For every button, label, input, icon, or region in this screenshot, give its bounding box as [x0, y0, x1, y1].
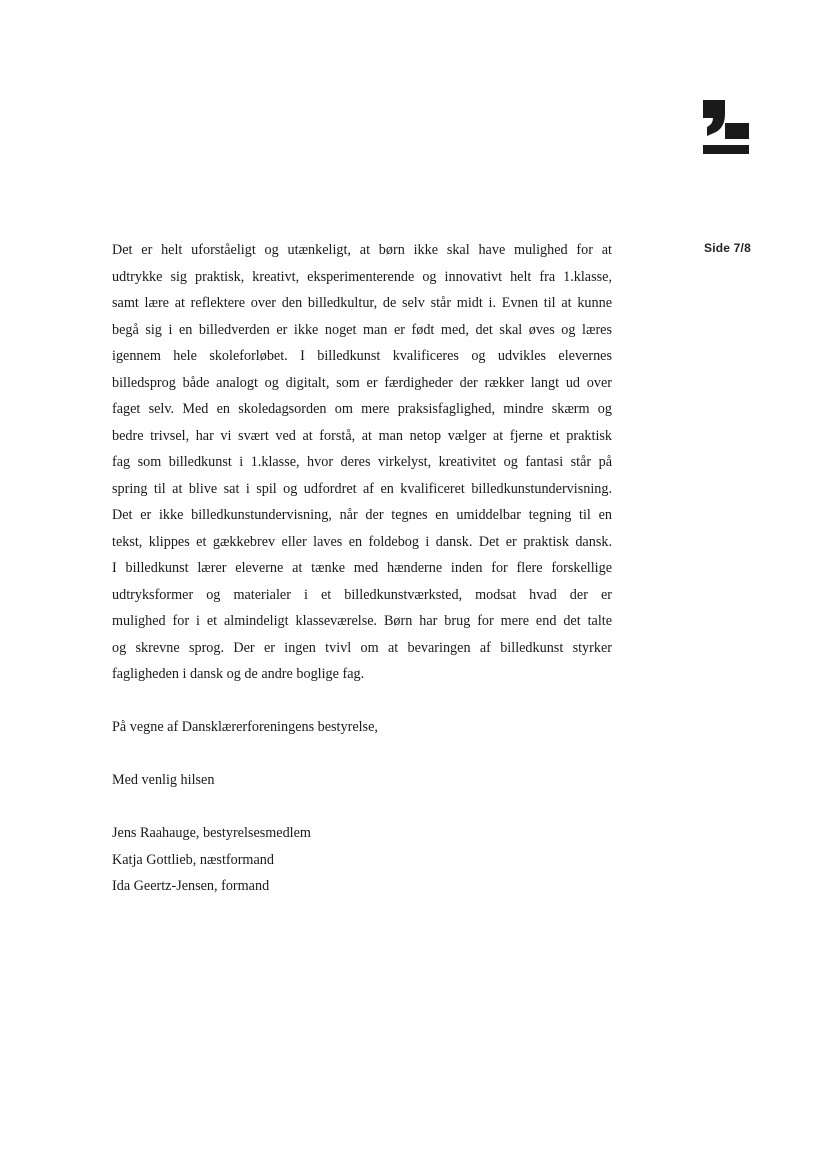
dansklaererforeningen-logo [703, 100, 749, 154]
body-line: udtrykke sig praktisk, kreativt, eksperimenterende og innovativt helt fra 1.klasse, [112, 268, 612, 285]
body-line: fagligheden i dansk og de andre boglige fag. [112, 666, 365, 682]
body-line: faget selv. Med en skoledagsorden om mere praksisfaglighed, mindre skærm og [112, 401, 612, 417]
body-paragraph [112, 237, 612, 688]
signature-line: Jens Raahauge, bestyrelsesmedlem [112, 825, 311, 841]
body-line: Det er ikke billedkunstundervisning, når der tegnes en umiddelbar tegning til en [112, 507, 612, 523]
signature-line: Katja Gottlieb, næstformand [112, 851, 274, 868]
closing-intro: På vegne af Dansklærerforeningens bestyrelse, [112, 719, 378, 735]
body-line: begå sig i en billedverden er ikke noget man er født med, det skal øves og læres [112, 321, 612, 338]
body-line: billedsprog både analogt og digitalt, som er færdigheder der rækker langt ud over [112, 374, 612, 391]
body-line: udtryksformer og materialer i et billedkunstværksted, modsat hvad der er [112, 586, 612, 603]
body-line: spring til at blive sat i spil og udfordret af en kvalificeret billedkunstundervisning. [112, 480, 612, 497]
body-line: fag som billedkunst i 1.klasse, hvor deres virkelyst, kreativitet og fantasi står på [112, 454, 612, 470]
body-line: Det er helt uforståeligt og utænkeligt, at børn ikke skal have mulighed for at [112, 242, 612, 258]
closing-greeting: Med venlig hilsen [112, 772, 215, 788]
page-number: Side 7/8 [704, 241, 751, 255]
body-line: samt lære at reflektere over den billedkultur, de selv står midt i. Evnen til at kunne [112, 295, 612, 311]
body-line: mulighed for i et almindeligt klasseværelse. Børn har brug for mere end det talte [112, 613, 612, 629]
body-line: tekst, klippes et gækkebrev eller laves en foldebog i dansk. Det er praktisk dansk. [112, 533, 612, 550]
body-line: I billedkunst lærer eleverne at tænke med hænderne inden for flere forskellige [112, 560, 612, 576]
body-line: og skrevne sprog. Der er ingen tvivl om at bevaringen af billedkunst styrker [112, 639, 612, 656]
body-line: bedre trivsel, har vi svært ved at forstå, at man netop vælger at fjerne et praktisk [112, 427, 612, 444]
signature-line: Ida Geertz-Jensen, formand [112, 878, 270, 894]
body-line: igennem hele skoleforløbet. I billedkunst kvalificeres og udvikles elevernes [112, 348, 612, 364]
signature-block [112, 820, 311, 900]
